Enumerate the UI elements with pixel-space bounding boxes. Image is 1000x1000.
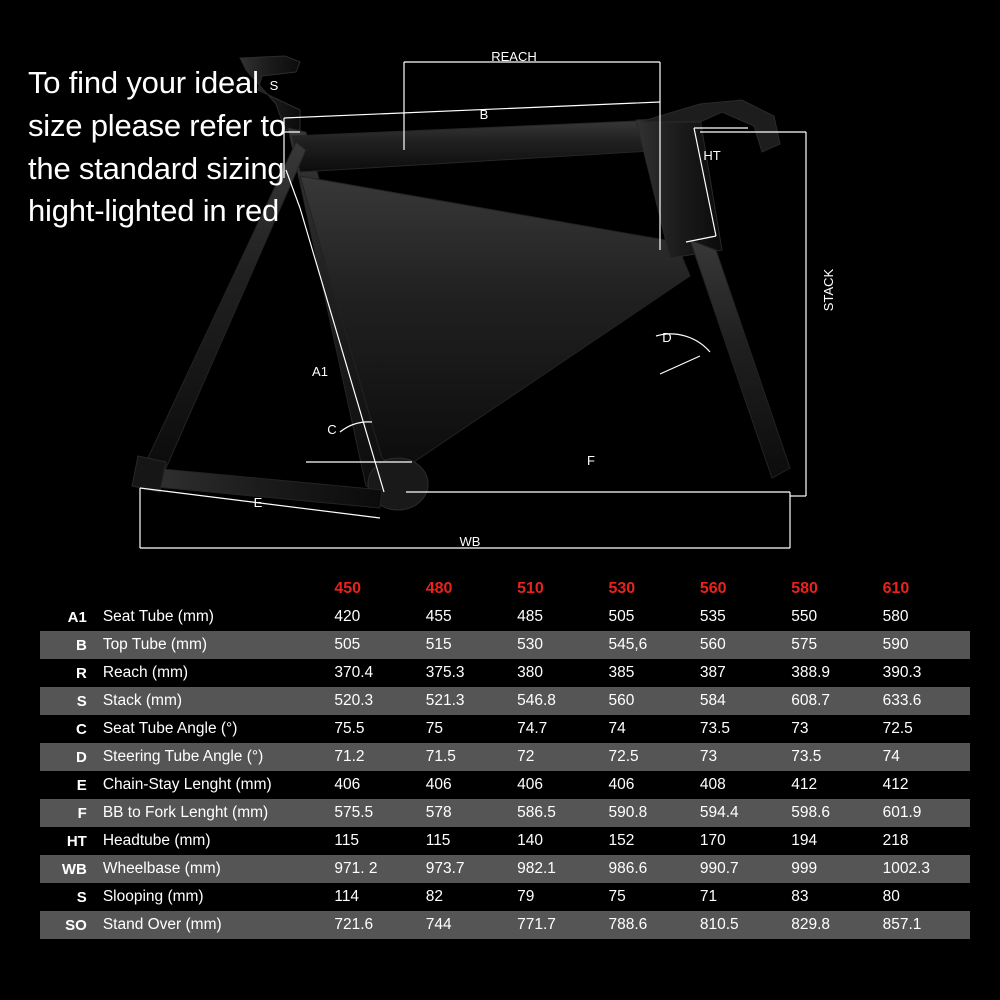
size-header-610: 610 [879, 575, 970, 603]
row-label: BB to Fork Lenght (mm) [95, 799, 331, 827]
cell: 71.5 [422, 743, 513, 771]
cell: 115 [422, 827, 513, 855]
cell: 575.5 [330, 799, 421, 827]
row-label: Headtube (mm) [95, 827, 331, 855]
row-code: S [40, 687, 95, 715]
cell: 74 [604, 715, 695, 743]
cell: 575 [787, 631, 878, 659]
cell: 788.6 [604, 911, 695, 939]
row-label: Chain-Stay Lenght (mm) [95, 771, 331, 799]
cell: 744 [422, 911, 513, 939]
cell: 406 [513, 771, 604, 799]
cell: 546.8 [513, 687, 604, 715]
row-label: Seat Tube Angle (°) [95, 715, 331, 743]
cell: 412 [879, 771, 970, 799]
cell: 406 [422, 771, 513, 799]
cell: 601.9 [879, 799, 970, 827]
cell: 578 [422, 799, 513, 827]
cell: 170 [696, 827, 787, 855]
cell: 505 [330, 631, 421, 659]
cell: 73.5 [787, 743, 878, 771]
row-code: S [40, 883, 95, 911]
table-row [40, 659, 970, 687]
geometry-table-container [0, 575, 1000, 1000]
row-code: HT [40, 827, 95, 855]
cell: 485 [513, 603, 604, 631]
label-b: B [479, 107, 489, 122]
cell: 973.7 [422, 855, 513, 883]
cell: 406 [330, 771, 421, 799]
cell: 380 [513, 659, 604, 687]
row-code: SO [40, 911, 95, 939]
table-row [40, 771, 970, 799]
row-code: E [40, 771, 95, 799]
size-header-480: 480 [422, 575, 513, 603]
cell: 74.7 [513, 715, 604, 743]
row-code: WB [40, 855, 95, 883]
label-e: E [253, 495, 263, 510]
cell: 218 [879, 827, 970, 855]
cell: 560 [604, 687, 695, 715]
cell: 82 [422, 883, 513, 911]
cell: 194 [787, 827, 878, 855]
cell: 586.5 [513, 799, 604, 827]
cell: 986.6 [604, 855, 695, 883]
cell: 72 [513, 743, 604, 771]
table-row [40, 743, 970, 771]
row-code: B [40, 631, 95, 659]
table-row [40, 883, 970, 911]
cell: 72.5 [604, 743, 695, 771]
cell: 140 [513, 827, 604, 855]
cell: 71 [696, 883, 787, 911]
table-row [40, 827, 970, 855]
cell: 387 [696, 659, 787, 687]
label-c: C [327, 422, 337, 437]
cell: 152 [604, 827, 695, 855]
row-label: Slooping (mm) [95, 883, 331, 911]
table-row [40, 855, 970, 883]
cell: 608.7 [787, 687, 878, 715]
cell: 580 [879, 603, 970, 631]
cell: 406 [604, 771, 695, 799]
cell: 73 [696, 743, 787, 771]
cell: 584 [696, 687, 787, 715]
label-stack: STACK [821, 268, 836, 312]
row-label: Reach (mm) [95, 659, 331, 687]
cell: 72.5 [879, 715, 970, 743]
cell: 771.7 [513, 911, 604, 939]
cell: 550 [787, 603, 878, 631]
row-label: Stack (mm) [95, 687, 331, 715]
header-measure [95, 575, 331, 603]
cell: 530 [513, 631, 604, 659]
cell: 80 [879, 883, 970, 911]
cell: 633.6 [879, 687, 970, 715]
label-a1: A1 [312, 364, 328, 379]
cell: 590.8 [604, 799, 695, 827]
header-code [40, 575, 95, 603]
cell: 982.1 [513, 855, 604, 883]
cell: 370.4 [330, 659, 421, 687]
row-code: A1 [40, 603, 95, 631]
size-header-510: 510 [513, 575, 604, 603]
label-ht: HT [703, 148, 721, 163]
row-label: Wheelbase (mm) [95, 855, 331, 883]
label-wb: WB [459, 534, 481, 549]
cell: 515 [422, 631, 513, 659]
size-header-560: 560 [696, 575, 787, 603]
cell: 74 [879, 743, 970, 771]
cell: 408 [696, 771, 787, 799]
cell: 375.3 [422, 659, 513, 687]
table-row [40, 603, 970, 631]
intro-text: To find your ideal size please refer to the standard sizing hight-lighted in red [28, 65, 286, 229]
cell: 857.1 [879, 911, 970, 939]
size-header-450: 450 [330, 575, 421, 603]
cell: 829.8 [787, 911, 878, 939]
cell: 521.3 [422, 687, 513, 715]
row-code: F [40, 799, 95, 827]
table-row [40, 911, 970, 939]
cell: 990.7 [696, 855, 787, 883]
cell: 385 [604, 659, 695, 687]
label-reach: REACH [491, 49, 537, 64]
cell: 590 [879, 631, 970, 659]
row-label: Steering Tube Angle (°) [95, 743, 331, 771]
row-code: C [40, 715, 95, 743]
cell: 75 [604, 883, 695, 911]
label-s: S [269, 78, 279, 93]
cell: 594.4 [696, 799, 787, 827]
label-f: F [587, 453, 595, 468]
cell: 535 [696, 603, 787, 631]
cell: 505 [604, 603, 695, 631]
size-header-530: 530 [604, 575, 695, 603]
cell: 73 [787, 715, 878, 743]
cell: 79 [513, 883, 604, 911]
cell: 83 [787, 883, 878, 911]
cell: 390.3 [879, 659, 970, 687]
cell: 810.5 [696, 911, 787, 939]
table-row [40, 687, 970, 715]
cell: 520.3 [330, 687, 421, 715]
table-header-row [40, 575, 970, 603]
table-row [40, 715, 970, 743]
cell: 114 [330, 883, 421, 911]
cell: 1002.3 [879, 855, 970, 883]
cell: 73.5 [696, 715, 787, 743]
table-row [40, 799, 970, 827]
cell: 75.5 [330, 715, 421, 743]
cell: 115 [330, 827, 421, 855]
cell: 412 [787, 771, 878, 799]
cell: 71.2 [330, 743, 421, 771]
cell: 598.6 [787, 799, 878, 827]
cell: 999 [787, 855, 878, 883]
row-code: R [40, 659, 95, 687]
label-d: D [662, 330, 672, 345]
cell: 721.6 [330, 911, 421, 939]
table-row [40, 631, 970, 659]
row-label: Seat Tube (mm) [95, 603, 331, 631]
row-code: D [40, 743, 95, 771]
cell: 455 [422, 603, 513, 631]
cell: 420 [330, 603, 421, 631]
geometry-table [40, 575, 970, 939]
row-label: Top Tube (mm) [95, 631, 331, 659]
cell: 971. 2 [330, 855, 421, 883]
cell: 545,6 [604, 631, 695, 659]
cell: 560 [696, 631, 787, 659]
size-header-580: 580 [787, 575, 878, 603]
cell: 75 [422, 715, 513, 743]
row-label: Stand Over (mm) [95, 911, 331, 939]
cell: 388.9 [787, 659, 878, 687]
